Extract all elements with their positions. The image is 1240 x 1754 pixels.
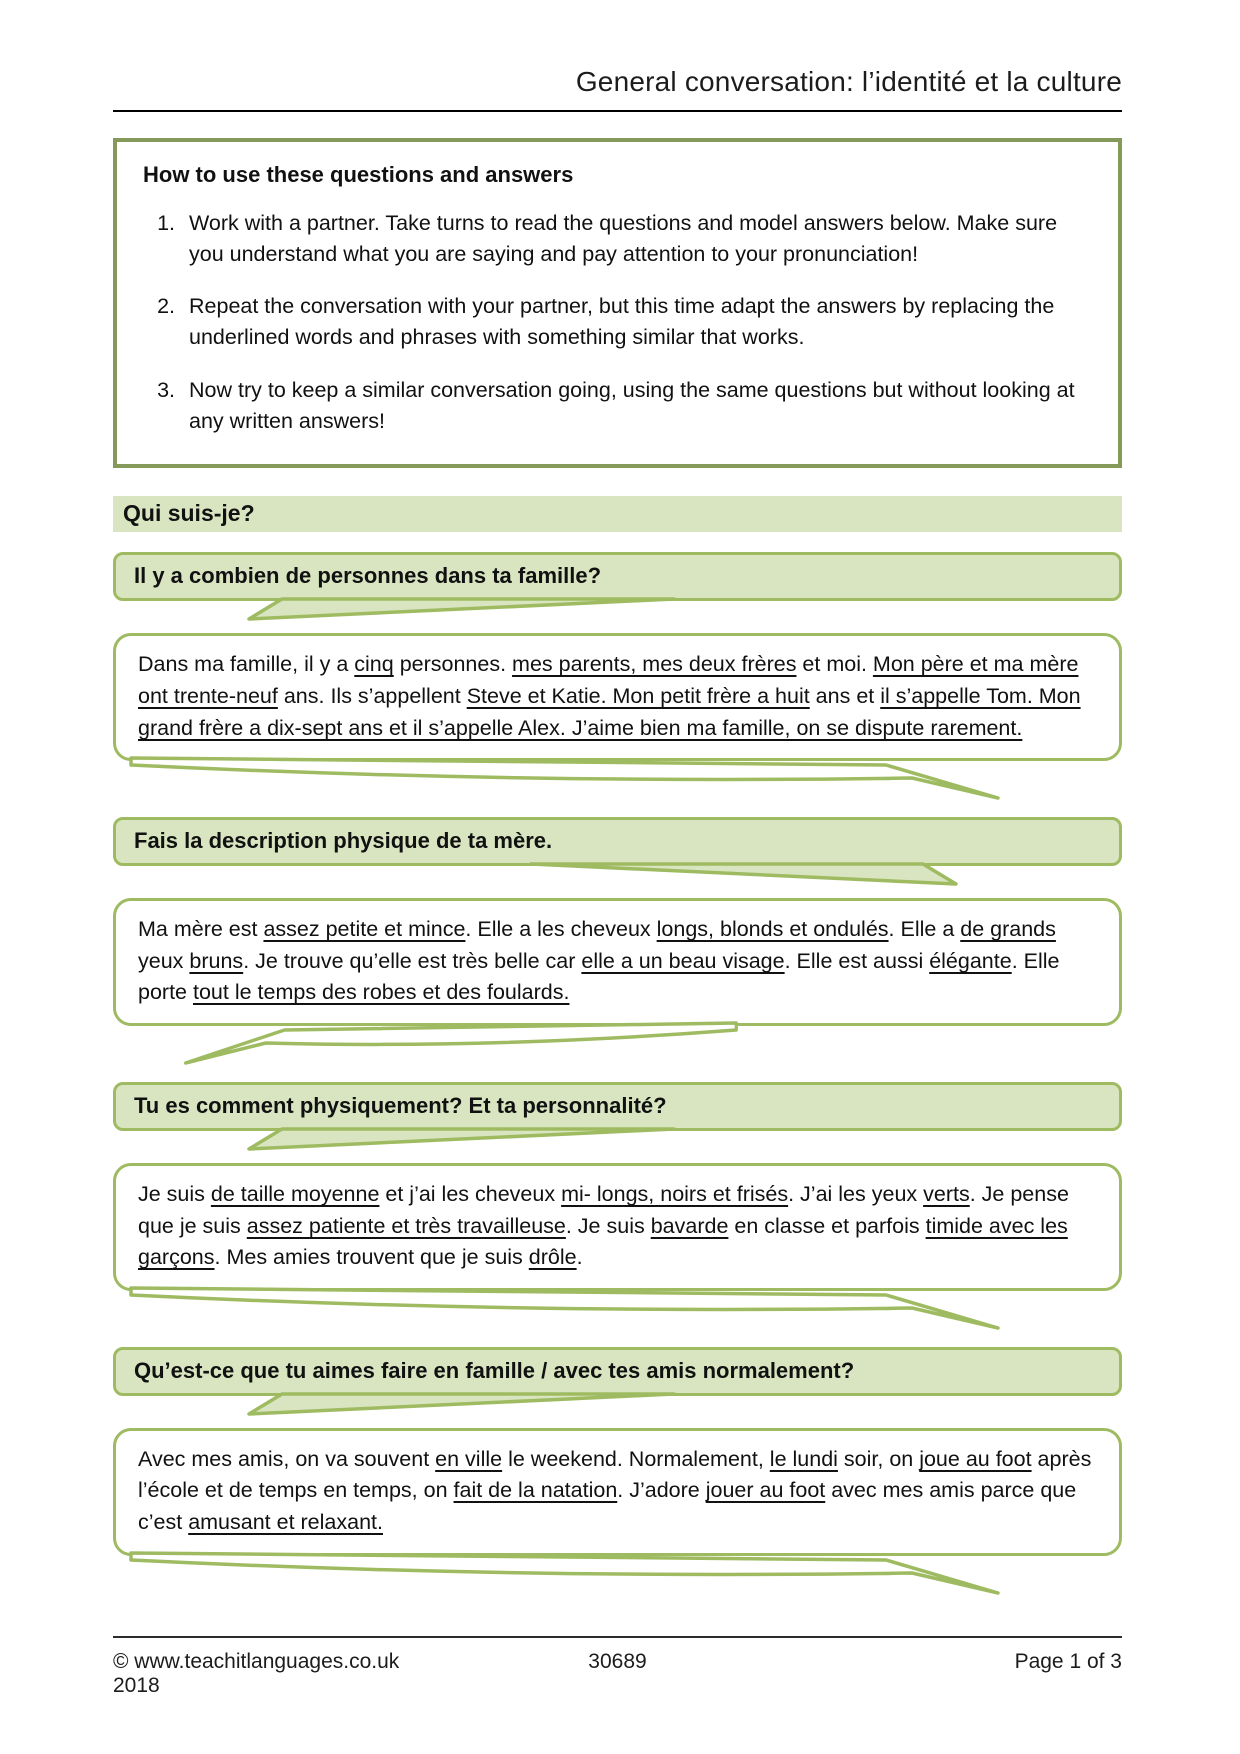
instruction-step: 3. Now try to keep a similar conversation going, using the same questions but without looking at any written answers! [181, 375, 1092, 436]
question-tail-icon [246, 1126, 676, 1152]
answer-text: Ma mère est assez petite et mince. Elle a les cheveux longs, blonds et ondulés. Elle a de grands yeux bruns. Je trouve qu’elle est très belle car elle a un beau visage. Elle est aussi élégante. Elle porte tout le temps des robes et des foulards. [138, 917, 1060, 1005]
answer-text: Je suis de taille moyenne et j’ai les cheveux mi- longs, noirs et frisés. J’ai les yeux verts. Je pense que je suis assez patiente et très travailleuse. Je suis bavarde en classe et parfois timide avec les garçons. Mes amies trouvent que je suis drôle. [138, 1181, 1069, 1270]
answer-tail-icon [180, 1021, 740, 1067]
qa-pair [113, 817, 1122, 1026]
answer-tail-icon [126, 756, 1006, 802]
question-tail-icon [246, 596, 676, 622]
instructions-heading: How to use these questions and answers [143, 162, 574, 187]
question-text: Fais la description physique de ta mère. [134, 828, 553, 854]
question-text: Il y a combien de personnes dans ta famille? [134, 563, 602, 589]
answer-bubble [113, 1428, 1122, 1556]
instructions-list [143, 208, 1092, 436]
answer-bubble [113, 1163, 1122, 1291]
question-bubble [113, 1347, 1122, 1396]
page-title: General conversation: l’identité et la culture [575, 66, 1122, 97]
header-rule [113, 110, 1122, 112]
document-header [113, 0, 1122, 112]
qa-pair [113, 552, 1122, 761]
question-bubble [113, 817, 1122, 866]
question-text: Tu es comment physiquement? Et ta personnalité? [134, 1092, 667, 1118]
footer-copyright: © www.teachitlanguages.co.uk 2018 [113, 1650, 400, 1697]
section-heading: Qui suis-je? [113, 496, 1122, 532]
footer-document-id: 30689 [588, 1650, 647, 1673]
question-bubble [113, 1082, 1122, 1131]
answer-text: Avec mes amis, on va souvent en ville le weekend. Normalement, le lundi soir, on joue au foot après l’école et de temps en temps, on fait de la natation. J’adore jouer au foot avec mes amis parce que c’est amusant et relaxant. [138, 1446, 1092, 1534]
answer-tail-icon [126, 1286, 1006, 1332]
question-bubble [113, 552, 1122, 601]
footer-page-number: Page 1 of 3 [1014, 1650, 1122, 1673]
question-tail-icon [246, 1391, 676, 1417]
instructions-box [113, 138, 1122, 468]
document-footer [113, 1636, 1122, 1698]
answer-bubble [113, 898, 1122, 1026]
question-text: Qu’est-ce que tu aimes faire en famille / avec tes amis normalement? [134, 1357, 855, 1383]
answer-text: Dans ma famille, il y a cinq personnes. mes parents, mes deux frères et moi. Mon père et ma mère ont trente-neuf ans. Ils s’appellent Steve et Katie. Mon petit frère a huit ans et il s’appelle Tom. Mon grand frère a dix-sept ans et il s’appelle Alex. J’aime bien ma famille, on se dispute rarement. [138, 652, 1081, 740]
answer-bubble [113, 633, 1122, 761]
instruction-step: 1. Work with a partner. Take turns to read the questions and model answers below. Make sure you understand what you are saying and pay attention to your pronunciation! [181, 208, 1092, 269]
qa-pair [113, 1082, 1122, 1291]
instruction-step: 2. Repeat the conversation with your partner, but this time adapt the answers by replacing the underlined words and phrases with something similar that works. [181, 291, 1092, 352]
answer-tail-icon [126, 1551, 1006, 1597]
qa-pair [113, 1347, 1122, 1556]
question-tail-icon [529, 861, 959, 887]
